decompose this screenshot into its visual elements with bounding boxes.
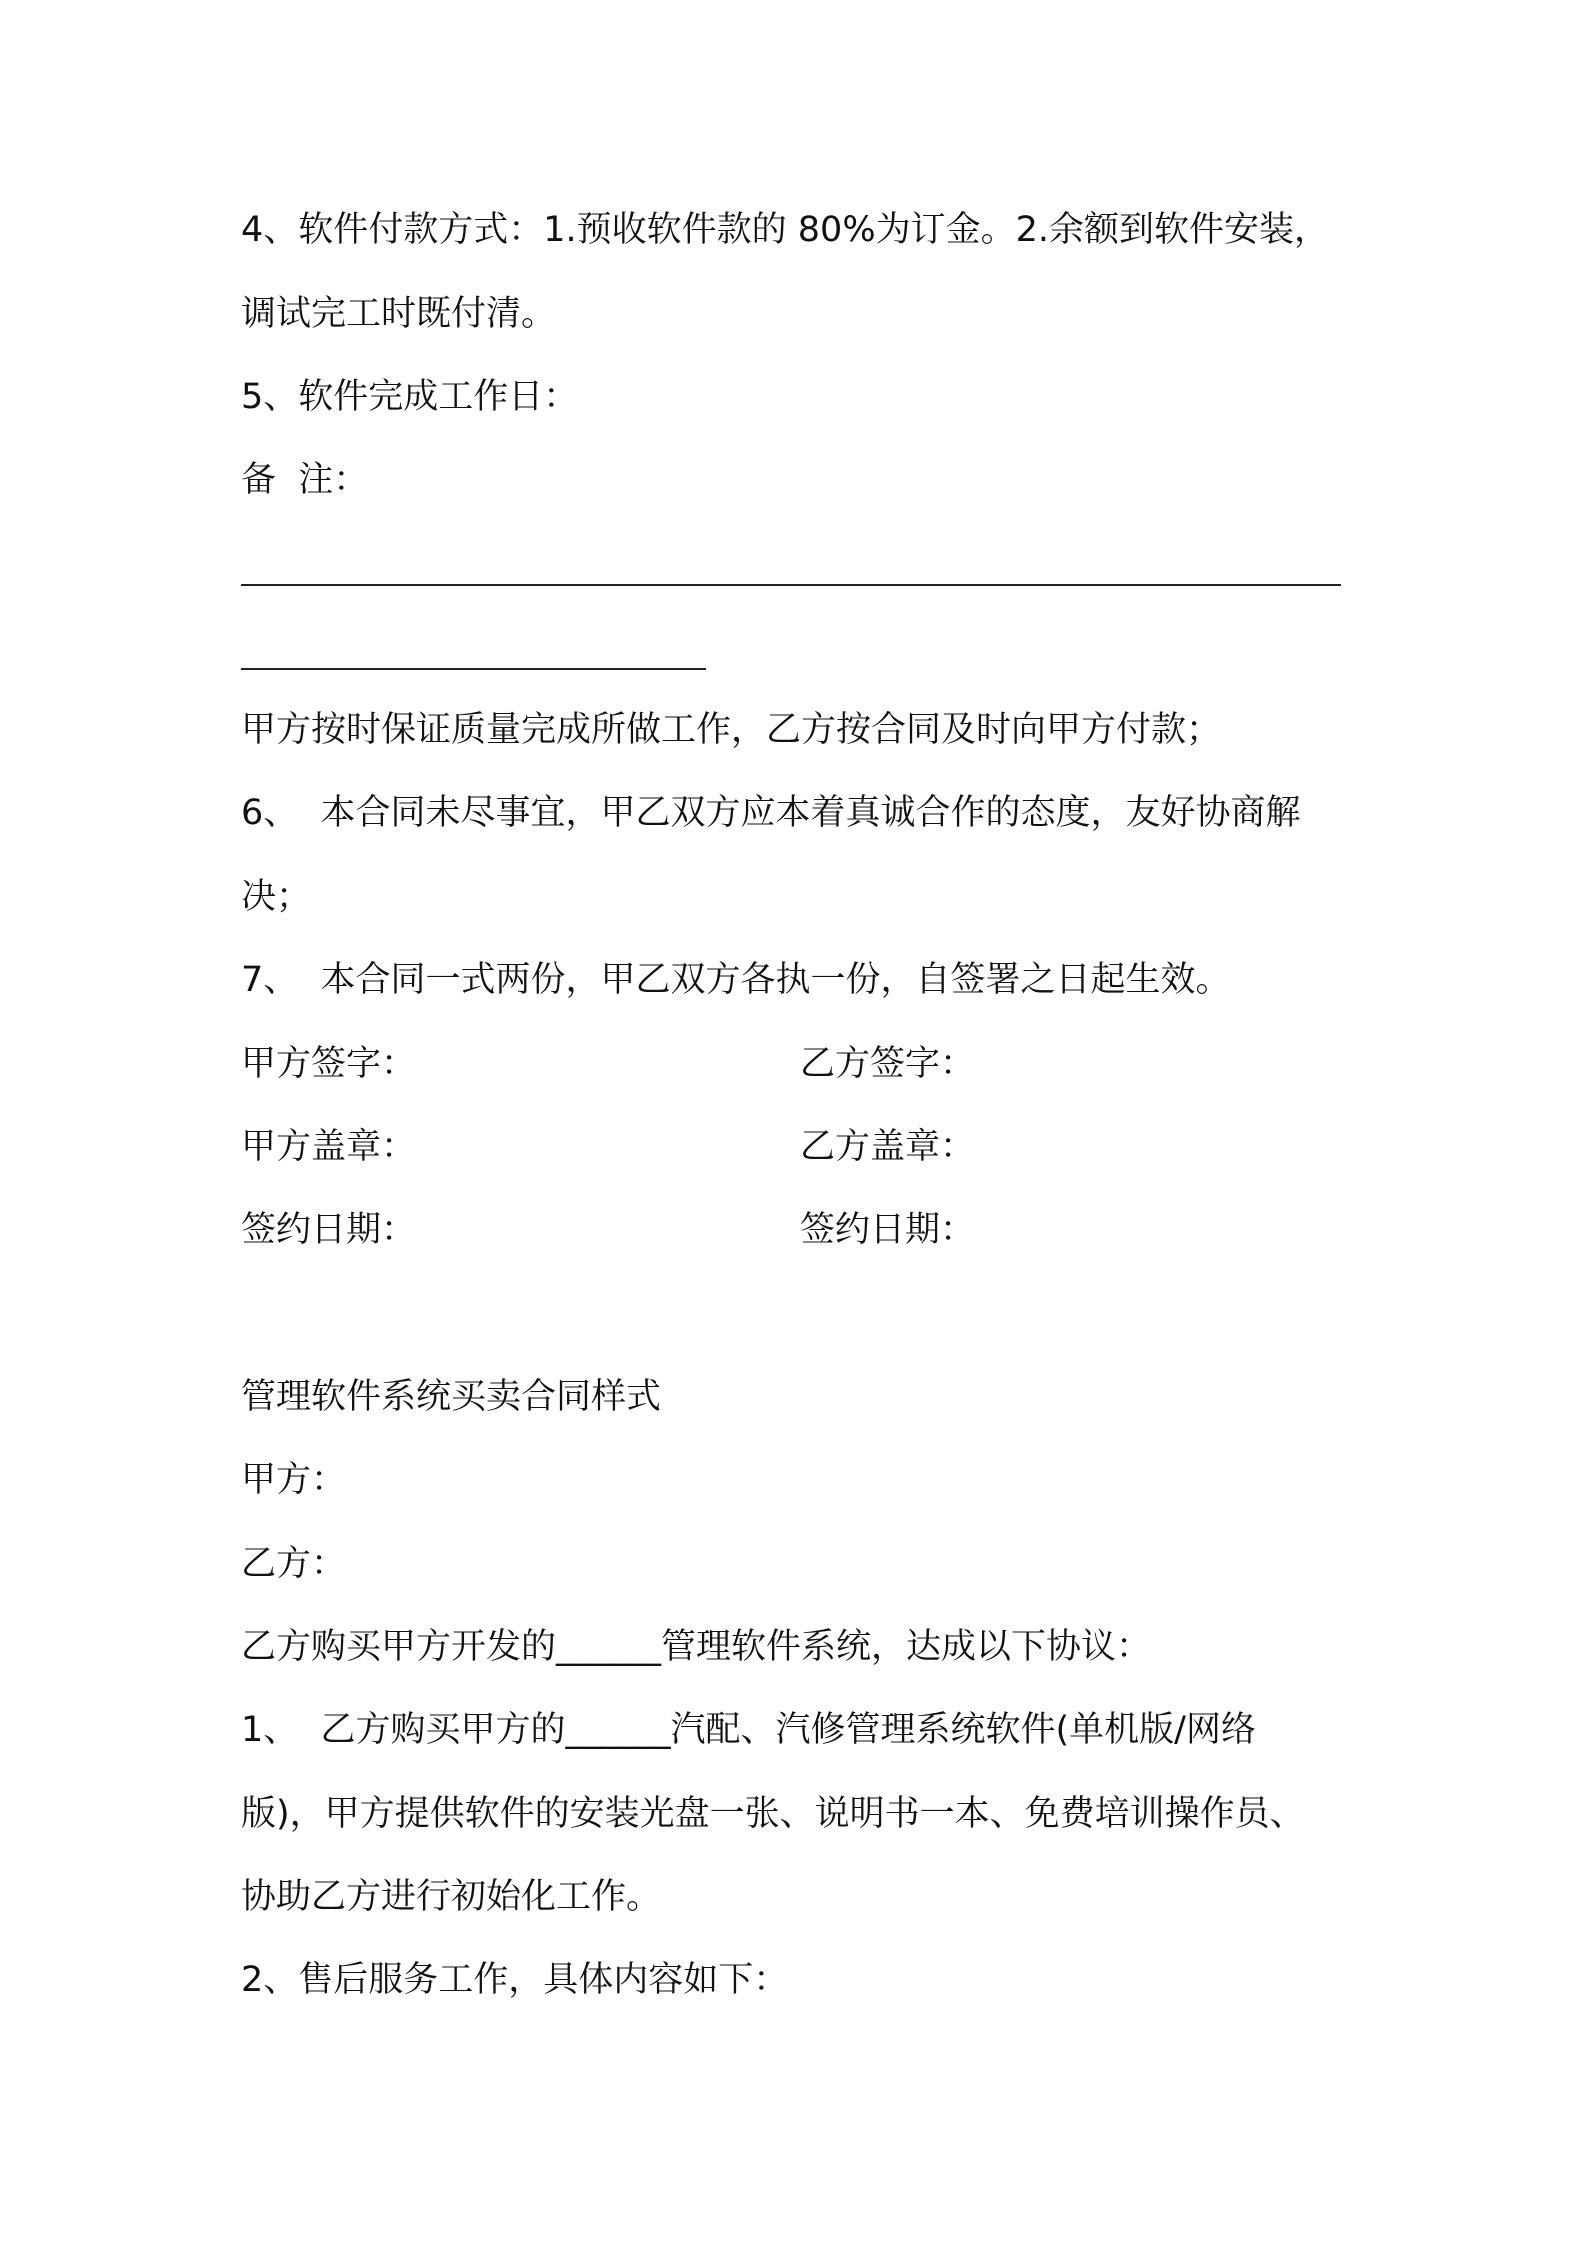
obligation-line: 甲方按时保证质量完成所做工作，乙方按合同及时向甲方付款； [241,710,1222,750]
clause7-line: 7、 本合同一式两份，甲乙双方各执一份，自签署之日起生效。 [241,960,1231,1000]
clause6-line-1: 6、 本合同未尽事宜，甲乙双方应本着真诚合作的态度，友好协商解 [241,793,1301,833]
item1-line-3: 协助乙方进行初始化工作。 [241,1877,662,1917]
party-a-seal-label: 甲方盖章： [241,1127,417,1167]
party-a-date-label: 签约日期： [241,1210,417,1250]
remarks-blank-line-1 [241,584,1341,586]
remarks-label: 备 注： [241,460,369,500]
party-a-signature-label: 甲方签字： [241,1044,417,1084]
party-b-signature-label: 乙方签字： [800,1044,976,1084]
item1-line-2: 版)，甲方提供软件的安装光盘一张、说明书一本、免费培训操作员、 [241,1794,1305,1834]
party-b-label: 乙方： [241,1544,347,1584]
completion-days-line: 5、软件完成工作日： [241,377,579,417]
item2-line: 2、售后服务工作，具体内容如下： [241,1960,789,2000]
intro-line: 乙方购买甲方开发的______管理软件系统，达成以下协议： [241,1627,1152,1667]
party-a-label: 甲方： [241,1460,347,1500]
party-b-date-label: 签约日期： [800,1210,976,1250]
payment-method-line-1: 4、软件付款方式：1.预收软件款的 80%为订金。2.余额到软件安装， [241,210,1329,250]
contract-title: 管理软件系统买卖合同样式 [241,1377,662,1417]
item1-line-1: 1、 乙方购买甲方的______汽配、汽修管理系统软件(单机版/网络 [241,1710,1256,1750]
party-b-seal-label: 乙方盖章： [800,1127,976,1167]
remarks-blank-line-2 [241,668,706,670]
clause6-line-2: 决； [241,877,312,917]
payment-method-line-2: 调试完工时既付清。 [241,294,557,334]
